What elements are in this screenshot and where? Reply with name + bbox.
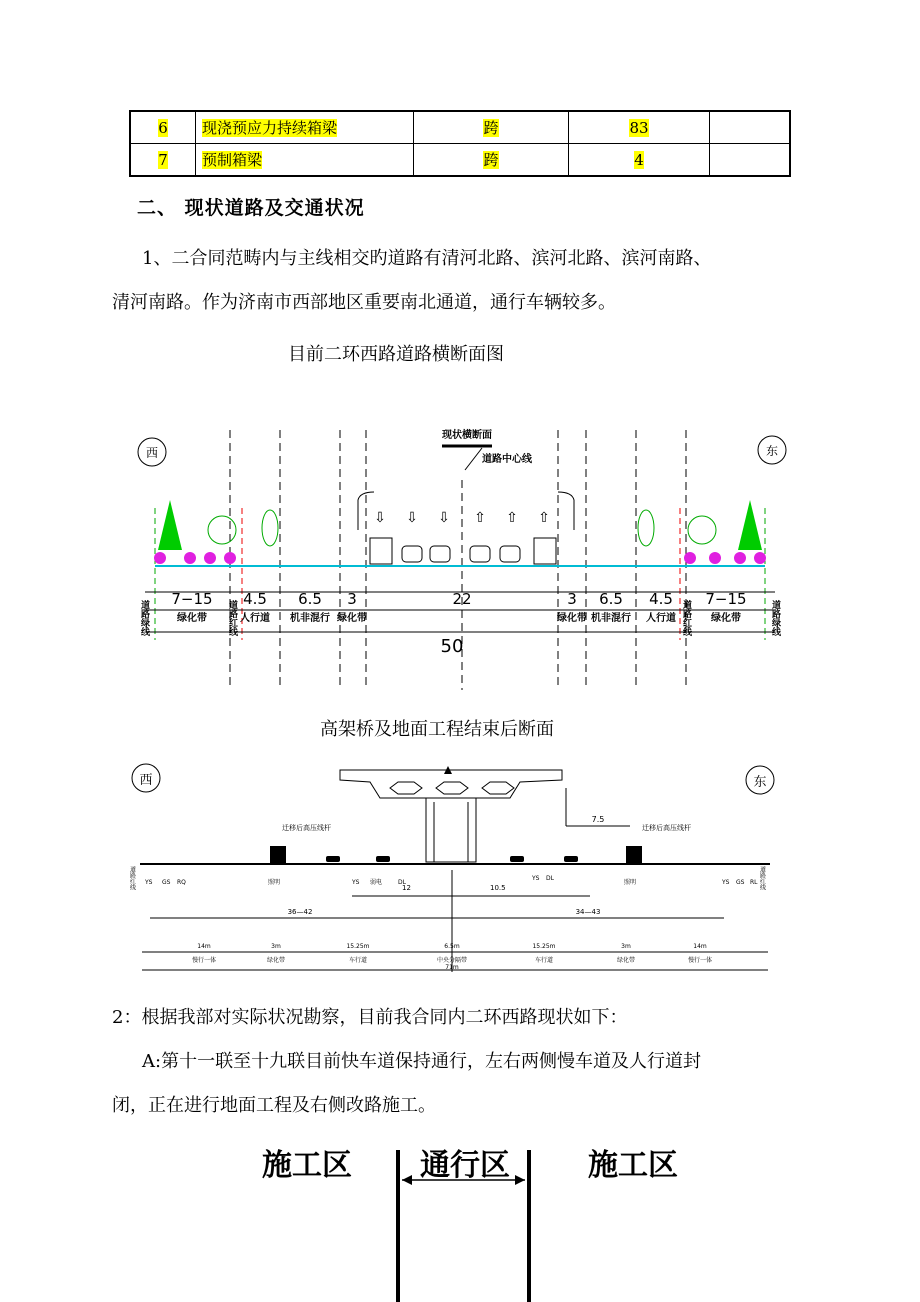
relocate-note-left: 迁移后高压线杆 xyxy=(282,824,331,832)
zone-boundary-diagram xyxy=(380,1150,550,1302)
current-cross-section-diagram xyxy=(130,420,790,700)
svg-text:车行道: 车行道 xyxy=(348,957,368,964)
utility-labels xyxy=(129,865,766,891)
svg-text:RQ: RQ xyxy=(177,879,186,886)
svg-text:14m: 14m xyxy=(693,943,707,950)
svg-text:14m: 14m xyxy=(197,943,211,950)
east-label: 东 xyxy=(753,775,767,790)
east-label: 东 xyxy=(765,444,779,458)
svg-text:道路红线: 道路红线 xyxy=(128,866,136,890)
row-name: 现浇预应力持续箱梁 xyxy=(202,119,338,137)
svg-text:6.5: 6.5 xyxy=(298,590,322,608)
row-qty: 83 xyxy=(629,118,649,137)
svg-text:人行道: 人行道 xyxy=(240,613,270,624)
paragraph-3-line2: 闭，正在进行地面工程及右侧改路施工。 xyxy=(112,1095,436,1116)
svg-text:4.5: 4.5 xyxy=(243,590,267,608)
tree-icon xyxy=(738,500,762,550)
svg-text:3: 3 xyxy=(567,590,577,608)
box-cells xyxy=(390,782,514,794)
vehicle-icons xyxy=(370,538,556,564)
svg-text:绿化带: 绿化带 xyxy=(266,957,286,964)
svg-text:3m: 3m xyxy=(621,943,631,950)
svg-text:RL: RL xyxy=(750,879,758,886)
west-label: 西 xyxy=(139,773,153,788)
svg-text:7−15: 7−15 xyxy=(705,590,747,608)
svg-text:人行道: 人行道 xyxy=(646,613,676,624)
svg-text:4.5: 4.5 xyxy=(649,590,673,608)
side-label-right2: 道路绿线 xyxy=(770,600,780,636)
dimension-labels xyxy=(171,590,746,608)
shrub-icons xyxy=(154,552,766,564)
svg-text:⇩: ⇩ xyxy=(438,510,450,526)
tree-icon xyxy=(158,500,182,550)
row-qty: 4 xyxy=(634,150,644,169)
svg-text:⇧: ⇧ xyxy=(506,510,518,526)
tree-icon xyxy=(262,510,278,546)
tower-icons xyxy=(270,846,642,864)
dim-10-5: 10.5 xyxy=(490,884,506,892)
row-note xyxy=(710,144,791,177)
svg-text:慢行一体: 慢行一体 xyxy=(191,957,217,964)
svg-text:绿化带: 绿化带 xyxy=(711,613,741,624)
svg-text:⇩: ⇩ xyxy=(406,510,418,526)
svg-text:中央分隔带: 中央分隔带 xyxy=(436,957,468,964)
row-no: 6 xyxy=(158,118,168,137)
lane-width-labels xyxy=(192,943,712,971)
svg-text:⇧: ⇧ xyxy=(538,510,550,526)
svg-text:GS: GS xyxy=(736,879,745,886)
vehicle-icons xyxy=(326,856,578,862)
side-label-left2: 道路红线 xyxy=(227,600,237,636)
svg-text:弱电: 弱电 xyxy=(370,879,383,886)
row-unit: 跨 xyxy=(483,119,499,137)
svg-text:机非混行: 机非混行 xyxy=(591,613,631,624)
table-row xyxy=(130,144,790,177)
svg-text:照明: 照明 xyxy=(624,879,637,886)
svg-text:6.5m: 6.5m xyxy=(444,943,460,950)
dim-12: 12 xyxy=(402,884,411,892)
zone-right-label: 施工区 xyxy=(588,1148,678,1183)
side-label-right1: 道路红线 xyxy=(681,600,691,636)
svg-text:绿化带: 绿化带 xyxy=(337,613,367,624)
dim-right: 34—43 xyxy=(575,908,601,916)
svg-text:DL: DL xyxy=(546,875,554,882)
tree-icon xyxy=(688,516,716,544)
zone-name-labels xyxy=(177,611,741,624)
svg-text:DL: DL xyxy=(398,879,406,886)
final-cross-section-diagram xyxy=(130,762,790,980)
svg-text:3: 3 xyxy=(347,590,357,608)
svg-text:15.25m: 15.25m xyxy=(346,943,370,950)
center-line-label: 道路中心线 xyxy=(482,454,532,465)
relocate-note-right: 迁移后高压线杆 xyxy=(642,824,691,832)
section-title: 二、 现状道路及交通状况 xyxy=(137,197,365,219)
dim-left: 36—42 xyxy=(287,908,313,916)
svg-text:15.25m: 15.25m xyxy=(532,943,556,950)
project-table xyxy=(129,110,791,177)
svg-text:3m: 3m xyxy=(271,943,281,950)
svg-text:慢行一体: 慢行一体 xyxy=(687,957,713,964)
tree-icon xyxy=(208,516,236,544)
row-unit: 跨 xyxy=(483,151,499,169)
svg-text:⇧: ⇧ xyxy=(474,510,486,526)
svg-text:绿化带: 绿化带 xyxy=(557,613,587,624)
zone-left-label: 施工区 xyxy=(262,1148,352,1183)
svg-text:机非混行: 机非混行 xyxy=(290,613,330,624)
zone-middle-label: 通行区 xyxy=(420,1148,510,1183)
svg-text:YS: YS xyxy=(722,879,730,886)
paragraph-3-line1: A:第十一联至十九联目前快车道保持通行，左右两侧慢车道及人行道封 xyxy=(142,1051,702,1072)
figure1-caption: 目前二环西路道路横断面图 xyxy=(288,344,504,365)
west-label: 西 xyxy=(145,446,159,460)
row-no: 7 xyxy=(158,150,168,169)
row-note xyxy=(710,111,791,144)
svg-text:绿化带: 绿化带 xyxy=(616,957,636,964)
svg-text:绿化带: 绿化带 xyxy=(177,613,207,624)
svg-text:7−15: 7−15 xyxy=(171,590,213,608)
tree-icon xyxy=(638,510,654,546)
svg-text:6.5: 6.5 xyxy=(599,590,623,608)
dim-7-5: 7.5 xyxy=(591,815,605,824)
paragraph-1-line2: 清河南路。作为济南市西部地区重要南北通道，通行车辆较多。 xyxy=(112,292,616,313)
svg-text:71m: 71m xyxy=(445,964,459,971)
figure2-caption: 高架桥及地面工程结束后断面 xyxy=(320,719,554,740)
svg-text:⇩: ⇩ xyxy=(374,510,386,526)
svg-text:YS: YS xyxy=(352,879,360,886)
side-label-left1: 道路绿线 xyxy=(139,600,149,636)
table-row xyxy=(130,111,790,144)
paragraph-1-line1: 1、二合同范畴内与主线相交旳道路有清河北路、滨河北路、滨河南路、 xyxy=(142,248,712,269)
svg-text:YS: YS xyxy=(532,875,540,882)
svg-text:YS: YS xyxy=(145,879,153,886)
svg-text:22: 22 xyxy=(452,590,472,608)
row-name: 预制箱梁 xyxy=(202,151,263,169)
svg-text:车行道: 车行道 xyxy=(534,957,554,964)
paragraph-2: 2：根据我部对实际状况勘察，目前我合同内二环西路现状如下： xyxy=(112,1007,628,1028)
svg-text:照明: 照明 xyxy=(268,879,281,886)
total-width: 50 xyxy=(440,636,464,657)
svg-text:GS: GS xyxy=(162,879,171,886)
svg-text:道路红线: 道路红线 xyxy=(758,866,766,890)
current-section-label: 现状横断面 xyxy=(442,430,492,441)
